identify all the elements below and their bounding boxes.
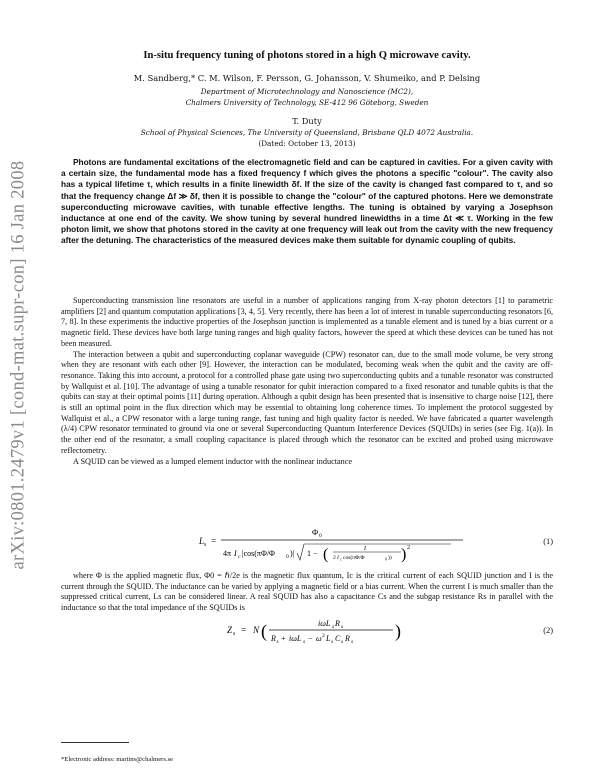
affiliation-chalmers-line2: Chalmers University of Technology, SE-412 96 Göteborg, Sweden: [185, 98, 429, 107]
svg-text:Z: Z: [227, 625, 233, 635]
abstract: [61, 157, 553, 247]
svg-text:(: (: [323, 546, 329, 563]
svg-text:−: −: [308, 634, 313, 643]
svg-text:R: R: [271, 634, 276, 643]
svg-text:s: s: [331, 639, 334, 645]
svg-text:s: s: [341, 624, 344, 630]
arxiv-identifier-stamp: [6, 150, 32, 580]
svg-text:+: +: [281, 634, 286, 643]
equation-2-number: (2): [543, 626, 553, 635]
svg-text:s: s: [303, 639, 306, 645]
svg-text:4π: 4π: [223, 549, 232, 558]
svg-text:1 −: 1 −: [307, 549, 318, 558]
svg-text:s: s: [233, 631, 236, 637]
footnote-rule: [61, 742, 129, 743]
svg-text:0: 0: [286, 554, 289, 560]
paragraph-4: where Φ is the applied magnetic flux, Φ0 = ℏ/2e is the magnetic flux quantum, Ic is the critical current of each SQUID junction and I is the current through the SQUID. The inductance can be varied by applying a magnetic field or a bias current. When the current I is much smaller than the suppressed critical current, Ls can be considered linear. A real SQUID has also a capacitance Cs and the subgap resistance Rs in parallel with the inductance so that the total impedance of the SQUIDs is: [61, 571, 553, 613]
svg-text:N: N: [253, 625, 260, 635]
paragraph-2: The interaction between a qubit and superconducting coplanar waveguide (CPW) resonator can, due to the small mode volume, be very strong when they are resonant with each other [9]. However, the interaction can be modulated, becoming weak when the qubit and the cavity are off-resonance. Taking this into account, a protocol for a controlled phase gate using two superconducting qubits and a tunable resonator was constructed by Wallquist et al. [10]. The advantage of using a tunable resonator for qubit interaction compared to a fixed resonator and tunable qubits is that the qubits can stay at their optimal points [11] during operation. Although a qubit design has been presented that is insensitive to charge noise [12], there is still an optimal point in the flux direction which may be essential to obtaining long coherence times. To implement the protocol suggested by Wallquist et al., a CPW resonator with a large tuning range, fast tuning and high quality factor is needed. We have fabricated a quarter wavelength (λ/4) CPW resonator terminated to ground via one or several Superconducting Quantum Interference Devices (SQUIDs) in series (see Fig. 1(a)). In the other end of the resonator, a small coupling capacitance is placed through which the resonator can be excited and probed using microwave reflectometry.: [61, 349, 553, 455]
arxiv-stamp-text: arXiv:0801.2479v1 [cond-mat.supr-con] 16 Jan 2008: [8, 160, 29, 570]
abstract-text: Photons are fundamental excitations of the electromagnetic field and can be captured in cavities. For a given cavity with a certain size, the fundamental mode has a fixed frequency f which gives the photons a specific "colour". The cavity also has a typical lifetime τ, which results in a finite linewidth δf. If the size of the cavity is changed fast compared to τ, and so that the frequency change Δf ≫ δf, then it is possible to change the "colour" of the captured photons. Here we demonstrate superconducting microwave cavities, with tunable effective lengths. The tuning is obtained by varying a Josephson inductance at one end of the cavity. We show tuning by several hundred linewidths in a time Δt ≪ τ. Working in the few photon limit, we show that photons stored in the cavity at one frequency will leak out from the cavity with the new frequency after the detuning. The characteristics of the measured devices make them suitable for dynamic coupling of qubits.: [61, 157, 553, 246]
svg-text:(: (: [261, 621, 267, 641]
date-line: (Dated: October 13, 2013): [258, 139, 356, 148]
svg-text:iωL: iωL: [289, 634, 302, 643]
svg-text:L: L: [326, 634, 331, 643]
svg-text:s: s: [341, 639, 344, 645]
svg-text:ω: ω: [316, 634, 322, 643]
affiliation-queensland: School of Physical Sciences, The University of Queensland, Brisbane QLD 4072 Australia.: [140, 128, 474, 137]
svg-text:L: L: [199, 536, 205, 546]
svg-text:s: s: [332, 624, 335, 630]
svg-text:0: 0: [319, 533, 322, 539]
svg-text:s: s: [351, 639, 354, 645]
author-duty: T. Duty: [292, 116, 322, 126]
svg-text:=: =: [211, 536, 217, 546]
footnote-email: *Electronic address: martins@chalmers.se: [61, 756, 174, 763]
svg-text:|cos(πΦ/Φ: |cos(πΦ/Φ: [242, 549, 275, 558]
svg-text:I: I: [337, 555, 339, 561]
body-section-squid: [61, 571, 553, 614]
svg-text:2: 2: [322, 633, 325, 639]
paper-title: In-situ frequency tuning of photons stored in a high Q microwave cavity.: [143, 50, 471, 61]
author-list: M. Sandberg,* C. M. Wilson, F. Persson, G. Johansson, V. Shumeiko, and P. Delsing: [133, 73, 481, 83]
svg-text:2: 2: [333, 555, 336, 561]
svg-text:c: c: [340, 556, 342, 562]
paragraph-3: A SQUID can be viewed as a lumped element inductor with the nonlinear inductance: [73, 456, 352, 466]
svg-text:I: I: [364, 546, 366, 552]
svg-text:0: 0: [385, 556, 387, 562]
paragraph-1: Superconducting transmission line resonators are useful in a number of applications ranging from X-ray photon detectors [1] to parametric amplifiers [2] and quantum computation applications [3, 4, 5]. Very recently, there has been a lot of interest in tunable superconducting resonators [6, 7, 8]. In these experiments the inductive properties of the Josephson junction is implemented as a tunable element and is tuned by a bias current or a magnetic field. These devices have both large tuning ranges and high quality factors, however the speed at which these devices can be tuned has not been measured.: [61, 296, 553, 348]
equation-2: [61, 616, 553, 646]
equation-1-formula: [61, 523, 553, 563]
svg-text:c: c: [238, 554, 241, 560]
body-section-intro: [61, 296, 553, 467]
svg-text:R: R: [335, 619, 340, 628]
affiliation-chalmers-line1: Department of Microtechnology and Nanoscience (MC2),: [200, 87, 414, 96]
svg-text:I: I: [234, 549, 237, 558]
svg-text:s: s: [204, 542, 207, 548]
svg-text:Φ: Φ: [312, 527, 319, 537]
svg-text:2: 2: [407, 545, 410, 551]
svg-text:): ): [395, 621, 401, 641]
svg-text:): ): [401, 546, 407, 563]
svg-text:)): )): [388, 555, 392, 561]
svg-text:C: C: [335, 634, 341, 643]
svg-text:iωL: iωL: [318, 619, 331, 628]
equation-1: [61, 523, 553, 563]
svg-text:)|: )|: [290, 549, 295, 558]
svg-text:s: s: [276, 639, 279, 645]
svg-text:cos(πΦ/Φ: cos(πΦ/Φ: [343, 555, 365, 561]
equation-1-number: (1): [543, 537, 553, 546]
svg-text:R: R: [345, 634, 350, 643]
svg-text:=: =: [241, 625, 247, 635]
equation-2-formula: [61, 616, 553, 646]
